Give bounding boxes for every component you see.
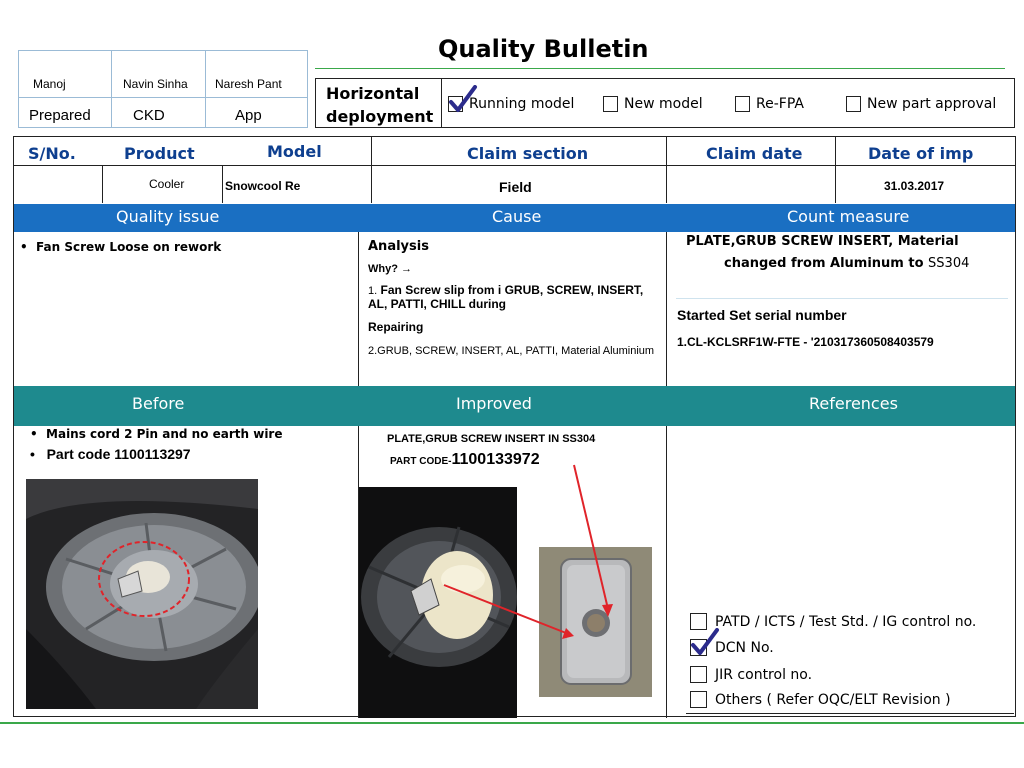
bullet: • [20, 240, 28, 254]
option-running-model[interactable] [448, 96, 574, 112]
divider [666, 232, 667, 386]
cell-model: Snowcool Re [225, 179, 301, 193]
band-quality-issue: Quality issue [116, 207, 220, 226]
cell-date-of-imp: 31.03.2017 [884, 179, 945, 193]
option-re-fpa[interactable] [735, 96, 804, 112]
reference-dcn[interactable] [690, 639, 774, 656]
reference-label: PATD / ICTS / Test Std. / IG control no. [715, 613, 977, 630]
signer-role: App [235, 107, 262, 124]
serial-title: Started Set serial number [677, 307, 847, 323]
cause-item-1 [368, 284, 658, 311]
reference-label: Others ( Refer OQC/ELT Revision ) [715, 691, 951, 708]
cell-claim-section: Field [499, 179, 532, 195]
reference-label: JIR control no. [715, 666, 813, 683]
before-text-2: Part code 1100113297 [46, 446, 191, 462]
header-claim-date: Claim date [706, 144, 803, 163]
signer-role: Prepared [29, 107, 91, 124]
part-code-label: PART CODE- [390, 456, 452, 467]
cause-why: Why? → [368, 263, 412, 275]
signer-name: Naresh Pant [215, 77, 282, 91]
improved-line1: PLATE,GRUB SCREW INSERT IN SS304 [387, 433, 596, 445]
checkbox[interactable] [448, 96, 463, 112]
header-sno: S/No. [28, 144, 76, 163]
band-references: References [809, 394, 898, 413]
checkbox[interactable] [690, 691, 707, 708]
divider [205, 51, 206, 127]
issue-text: Fan Screw Loose on rework [36, 240, 222, 254]
band-cause: Cause [492, 207, 542, 226]
horizontal-deployment [315, 78, 1015, 128]
signer-name: Manoj [33, 77, 66, 91]
issue-item [20, 240, 221, 254]
option-label: Re-FPA [756, 96, 804, 112]
reference-jir[interactable] [690, 666, 812, 683]
option-label: Running model [469, 96, 575, 112]
reference-label: DCN No. [715, 639, 774, 656]
divider [371, 137, 372, 203]
title-underline [315, 68, 1005, 69]
checkbox[interactable] [690, 666, 707, 683]
cause-repairing: Repairing [368, 320, 424, 334]
countermeasure-line1: PLATE,GRUB SCREW INSERT, Material [686, 234, 959, 249]
option-label: New part approval [867, 96, 997, 112]
reference-patd[interactable] [690, 613, 976, 630]
deployment-label [326, 82, 433, 128]
band-before: Before [132, 394, 185, 413]
divider [835, 137, 836, 203]
header-model: Model [267, 142, 322, 161]
footer-rule [0, 722, 1024, 724]
divider [111, 51, 112, 127]
serial-value: 1.CL-KCLSRF1W-FTE - '210317360508403579 [677, 335, 934, 349]
signature-table [18, 50, 308, 128]
page-title: Quality Bulletin [438, 35, 649, 63]
checkbox[interactable] [846, 96, 861, 112]
countermeasure-line2 [724, 256, 969, 271]
band-count-measure: Count measure [787, 207, 910, 226]
cell-product: Cooler [149, 177, 185, 191]
cause-item-1-text: Fan Screw slip from i GRUB, SCREW, INSERT, AL, PATTI, CHILL during [368, 283, 644, 311]
band-issue-cause-measure [14, 204, 1015, 232]
callout-arrows [434, 457, 634, 657]
checkmark-icon [448, 85, 478, 113]
divider [102, 165, 103, 203]
divider [358, 232, 359, 386]
signer-role: CKD [133, 107, 165, 124]
before-text-1: Mains cord 2 Pin and no earth wire [46, 427, 283, 441]
option-new-part-approval[interactable] [846, 96, 996, 112]
divider [686, 713, 1014, 714]
divider [222, 165, 223, 203]
cause-analysis: Analysis [368, 239, 429, 254]
option-label: New model [624, 96, 703, 112]
reference-others[interactable] [690, 691, 951, 708]
divider [666, 137, 667, 203]
checkbox[interactable] [690, 639, 707, 656]
divider [14, 165, 1015, 166]
before-bullet-1: • Mains cord 2 Pin and no earth wire [30, 427, 283, 441]
header-date-of-imp: Date of imp [868, 144, 974, 163]
countermeasure-line2-text: changed from Aluminum to [724, 256, 929, 271]
header-claim-section: Claim section [467, 144, 589, 163]
option-new-model[interactable] [603, 96, 703, 112]
divider [19, 97, 307, 98]
countermeasure-material: SS304 [928, 256, 970, 271]
divider [676, 298, 1008, 299]
band-before-improved-references [14, 386, 1015, 426]
signer-name: Navin Sinha [123, 77, 188, 91]
item-number: 1. [368, 285, 378, 297]
header-product: Product [124, 144, 195, 163]
checkmark-icon [690, 628, 720, 656]
band-improved: Improved [456, 394, 532, 413]
fan-hub-image [26, 479, 258, 709]
checkbox[interactable] [735, 96, 750, 112]
before-photo [26, 479, 258, 709]
divider [441, 79, 442, 127]
bulletin-table [13, 136, 1016, 717]
divider [666, 426, 667, 718]
deployment-label-line1: Horizontal [326, 84, 420, 103]
checkbox[interactable] [603, 96, 618, 112]
deployment-label-line2: deployment [326, 107, 434, 126]
part-code-value: 1100133972 [451, 451, 540, 468]
cause-item-2: 2.GRUB, SCREW, INSERT, AL, PATTI, Material Aluminium [368, 345, 655, 357]
before-bullet-2: • Part code 1100113297 [30, 446, 191, 462]
